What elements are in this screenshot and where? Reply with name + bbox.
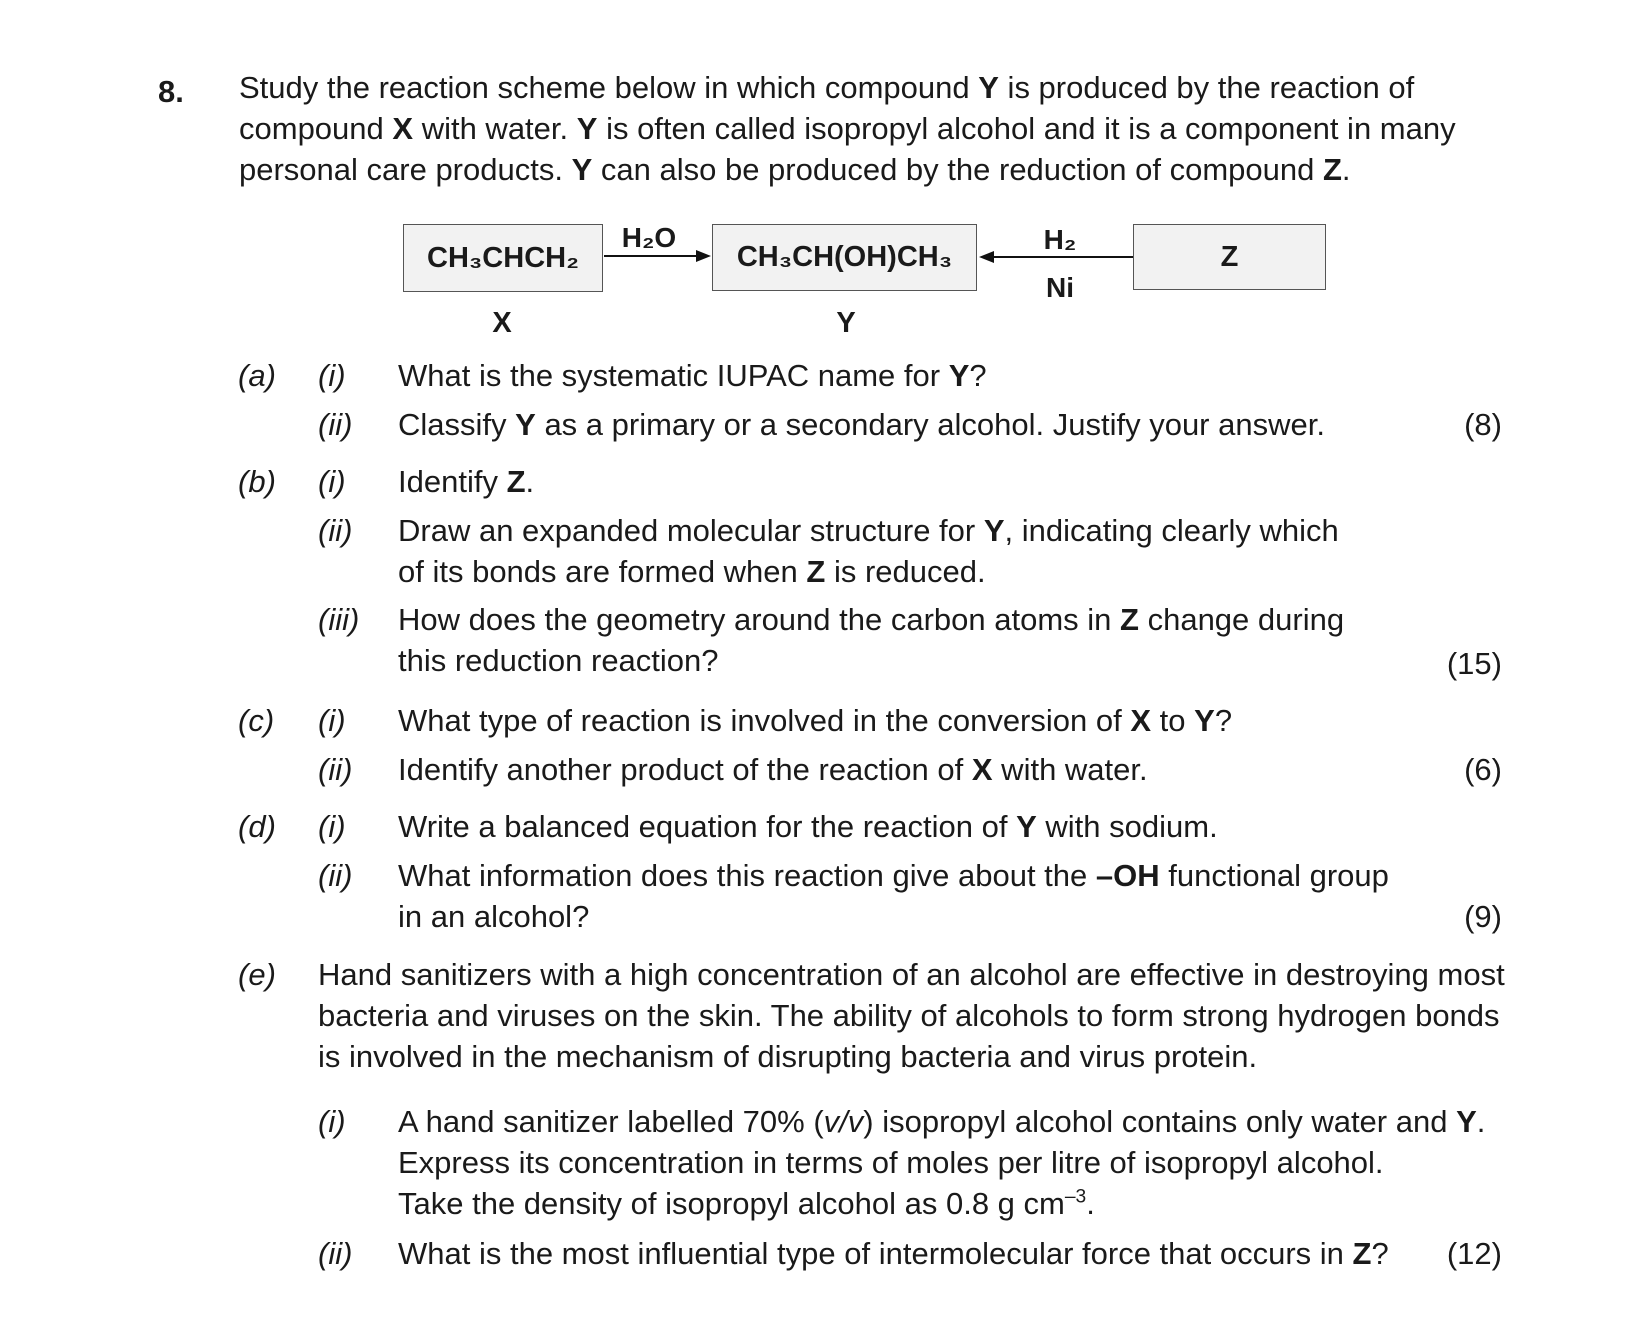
part-c-ii-text: Identify another product of the reaction of X with water. <box>398 752 1148 787</box>
part-b-marks: (15) <box>1446 646 1502 681</box>
catalyst-nickel: Ni <box>1046 272 1074 303</box>
reagent-hydrogen: H₂ <box>1043 224 1077 255</box>
part-e-i-text <box>398 1102 1538 1225</box>
part-e-i-line1: A hand sanitizer labelled 70% (v/v) isopropyl alcohol contains only water and Y. <box>398 1104 1486 1139</box>
part-d-i-text: Write a balanced equation for the reaction of Y with sodium. <box>398 809 1218 844</box>
compound-y-formula: CH₃CH(OH)CH₃ <box>736 241 953 274</box>
part-d-marks: (9) <box>1464 899 1502 934</box>
part-d-i-label: (i) <box>318 809 346 844</box>
part-b-label: (b) <box>238 464 276 499</box>
part-c-i-label: (i) <box>318 703 346 738</box>
part-d-ii-text: What information does this reaction give about the –OH functional group in an alcohol? <box>398 858 1389 934</box>
question-intro: Study the reaction scheme below in which compound Y is produced by the reaction of compound X with water. Y is often called isopropyl alcohol and it is a component in many personal care products. Y can also be produced by the reduction of compound Z. <box>239 70 1456 187</box>
part-d-ii-label: (ii) <box>318 858 353 893</box>
part-a-ii-text: Classify Y as a primary or a secondary alcohol. Justify your answer. <box>398 407 1325 442</box>
part-d-label: (d) <box>238 809 276 844</box>
part-a-label: (a) <box>238 358 276 393</box>
part-b-iii-label: (iii) <box>318 602 360 637</box>
part-a-i-label: (i) <box>318 358 346 393</box>
part-b-i-text: Identify Z. <box>398 464 535 499</box>
question-number: 8. <box>158 74 184 109</box>
part-e-stem: Hand sanitizers with a high concentration of an alcohol are effective in destroying most bacteria and viruses on the skin. The ability of alcohols to form strong hydrogen bonds is involved in the mechanism of disrupting bacteria and virus protein. <box>318 957 1505 1074</box>
part-a-i-text: What is the systematic IUPAC name for Y? <box>398 358 987 393</box>
part-e-label: (e) <box>238 957 276 992</box>
part-e-i-line2: Express its concentration in terms of moles per litre of isopropyl alcohol. <box>398 1144 1384 1180</box>
part-b-ii-label: (ii) <box>318 513 353 548</box>
label-y: Y <box>836 307 856 339</box>
part-e-marks: (12) <box>1446 1236 1502 1271</box>
part-e-i-label: (i) <box>318 1104 346 1139</box>
part-b-i-label: (i) <box>318 464 346 499</box>
part-b-ii-text: Draw an expanded molecular structure for Y, indicating clearly which of its bonds are formed when Z is reduced. <box>398 513 1339 589</box>
reagent-water: H₂O <box>621 222 677 253</box>
part-c-marks: (6) <box>1464 752 1502 787</box>
part-c-ii-label: (ii) <box>318 752 353 787</box>
part-e-i-line3: Take the density of isopropyl alcohol as 0.8 g $cm^{-3}$. <box>398 1185 1095 1221</box>
compound-x-formula: CH₃CHCH₂ <box>427 241 579 274</box>
part-c-label: (c) <box>238 703 275 738</box>
label-x: X <box>492 307 512 339</box>
part-c-i-text: What type of reaction is involved in the conversion of X to Y? <box>398 703 1233 738</box>
compound-z-formula: Z <box>1220 240 1239 273</box>
part-e-ii-label: (ii) <box>318 1236 353 1271</box>
part-e-ii-text: What is the most influential type of intermolecular force that occurs in Z? <box>398 1236 1389 1271</box>
part-b-iii-text: How does the geometry around the carbon atoms in Z change during this reduction reaction? <box>398 602 1345 678</box>
part-a-marks: (8) <box>1464 407 1502 442</box>
reaction-arrows <box>0 0 1648 330</box>
part-a-ii-label: (ii) <box>318 407 353 442</box>
